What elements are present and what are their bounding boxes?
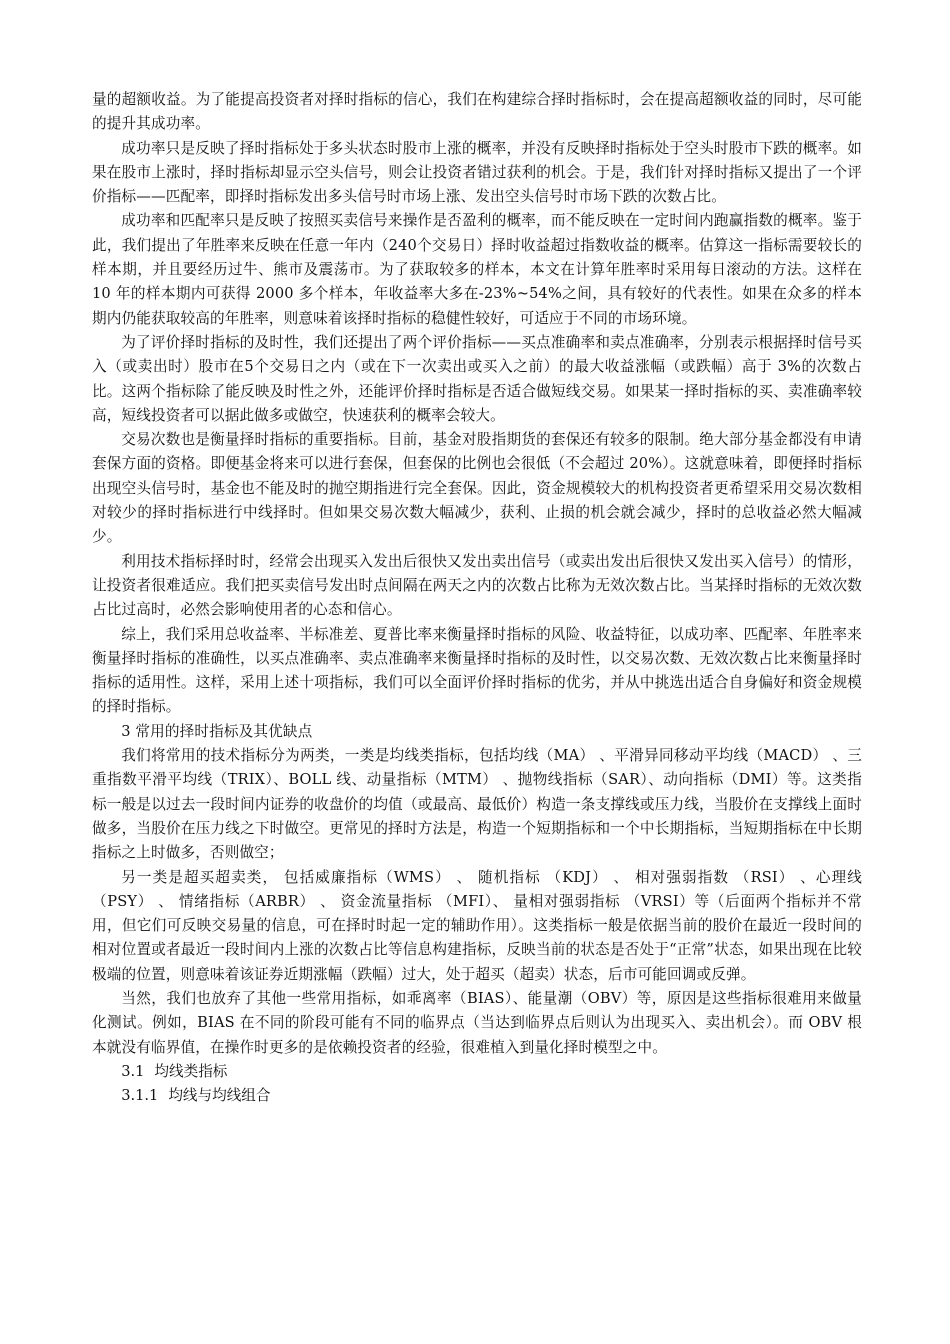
paragraph-trade-count: 交易次数也是衡量择时指标的重要指标。目前，基金对股指期货的套保还有较多的限制。绝大部分基金都没有申请套保方面的资格。即便基金将来可以进行套保，但套保的比例也会很低（不会超过 20%）。这就意味着，即便择时指标出现空头信号时，基金也不能及时的抛空期指进行完全套保。因此，资金规模较大的机构投资者更希望采用交易次数相对较少的择时指标进行中线择时。但如果交易次数大幅减少，获利、止损的机会就会减少，择时的总收益必然大幅减少。 <box>92 431 862 546</box>
section-heading-3-1-1 <box>92 1084 862 1108</box>
paragraph-annual-win-rate: 成功率和匹配率只是反映了按照买卖信号来操作是否盈利的概率，而不能反映在一定时间内跑赢指数的概率。鉴于此，我们提出了年胜率来反映在任意一年内（240个交易日）择时收益超过指数收益的概率。估算这一指标需要较长的样本期，并且要经历过牛、熊市及震荡市。为了获取较多的样本，本文在计算年胜率时采用每日滚动的方法。这样在 10 年的样本期内可获得 2000 多个样本，年收益率大多在-23%~54%之间，具有较好的代表性。如果在众多的样本期内仍能获取较高的年胜率，则意味着该择时指标的稳健性较好，可适应于不同的市场环境。 <box>92 212 862 327</box>
document-page <box>92 88 862 1108</box>
heading-title: 均线类指标 <box>154 1062 228 1080</box>
section-heading-3-1 <box>92 1060 862 1084</box>
heading-number: 3.1.1 <box>121 1087 159 1105</box>
paragraph-invalid-ratio: 利用技术指标择时时，经常会出现买入发出后很快又发出卖出信号（或卖出发出后很快又发出买入信号）的情形，让投资者很难适应。我们把买卖信号发出时点间隔在两天之内的次数占比称为无效次数占比。当某择时指标的无效次数占比过高时，必然会影响使用者的心态和信心。 <box>92 552 862 619</box>
paragraph-overbought-indicators: 另一类是超买超卖类， 包括威廉指标（WMS） 、 随机指标 （KDJ） 、 相对强弱指数 （RSI） 、心理线（PSY） 、 情绪指标（ARBR） 、 资金流量指标 （MFI）、 量相对强弱指标 （VRSI）等（后面两个指标并不常用，但它们可反映交易量的信息，可在择时时起一定的辅助作用）。这类指标一般是依据当前的股价在最近一段时间的相对位置或者最近一段时间内上涨的次数占比等信息构建指标，反映当前的状态是否处于“正常”状态，如果出现在比较极端的位置，则意味着该证券近期涨幅（跌幅）过大，处于超买（超卖）状态，后市可能回调或反弹。 <box>92 868 862 983</box>
heading-title: 均线与均线组合 <box>168 1087 271 1105</box>
paragraph-summary: 综上，我们采用总收益率、半标准差、夏普比率来衡量择时指标的风险、收益特征，以成功率、匹配率、年胜率来衡量择时指标的准确性，以买点准确率、卖点准确率来衡量择时指标的及时性，以交易次数、无效次数占比来衡量择时指标的适用性。这样，采用上述十项指标，我们可以全面评价择时指标的优劣，并从中挑选出适合自身偏好和资金规模的择时指标。 <box>92 625 862 716</box>
paragraph-success-rate: 成功率只是反映了择时指标处于多头状态时股市上涨的概率，并没有反映择时指标处于空头时股市下跌的概率。如果在股市上涨时，择时指标却显示空头信号，则会让投资者错过获利的机会。于是，我们针对择时指标又提出了一个评价指标——匹配率，即择时指标发出多头信号时市场上涨、发出空头信号时市场下跌的次数占比。 <box>92 139 862 206</box>
heading-number: 3.1 <box>121 1062 145 1080</box>
paragraph-1: 量的超额收益。为了能提高投资者对择时指标的信心，我们在构建综合择时指标时，会在提高超额收益的同时，尽可能的提升其成功率。 <box>92 91 862 133</box>
paragraph-buy-sell-accuracy: 为了评价择时指标的及时性，我们还提出了两个评价指标——买点准确率和卖点准确率，分别表示根据择时信号买入（或卖出时）股市在5个交易日之内（或在下一次卖出或买入之前）的最大收益涨幅（或跌幅）高于 3%的次数占比。这两个指标除了能反映及时性之外，还能评价择时指标是否适合做短线交易。如果某一择时指标的买、卖准确率较高，短线投资者可以据此做多或做空，快速获利的概率会较大。 <box>92 333 862 424</box>
section-heading-3: 3 常用的择时指标及其优缺点 <box>121 722 313 740</box>
paragraph-excluded-indicators: 当然，我们也放弃了其他一些常用指标，如乖离率（BIAS）、能量潮（OBV）等，原因是这些指标很难用来做量化测试。例如，BIAS 在不同的阶段可能有不同的临界点（当达到临界点后则认为出现买入、卖出机会）。而 OBV 根本就没有临界值，在操作时更多的是依赖投资者的经验，很难植入到量化择时模型之中。 <box>92 989 862 1056</box>
paragraph-ma-indicators: 我们将常用的技术指标分为两类，一类是均线类指标，包括均线（MA） 、平滑异同移动平均线（MACD） 、三重指数平滑平均线（TRIX）、BOLL 线、动量指标（MTM） 、抛物线指标（SAR）、动向指标（DMI）等。这类指标一般是以过去一段时间内证券的收盘价的均值（或最高、最低价）构造一条支撑线或压力线，当股价在支撑线上面时做多，当股价在压力线之下时做空。更常见的择时方法是，构造一个短期指标和一个中长期指标，当短期指标在中长期指标之上时做多，否则做空； <box>92 747 862 862</box>
